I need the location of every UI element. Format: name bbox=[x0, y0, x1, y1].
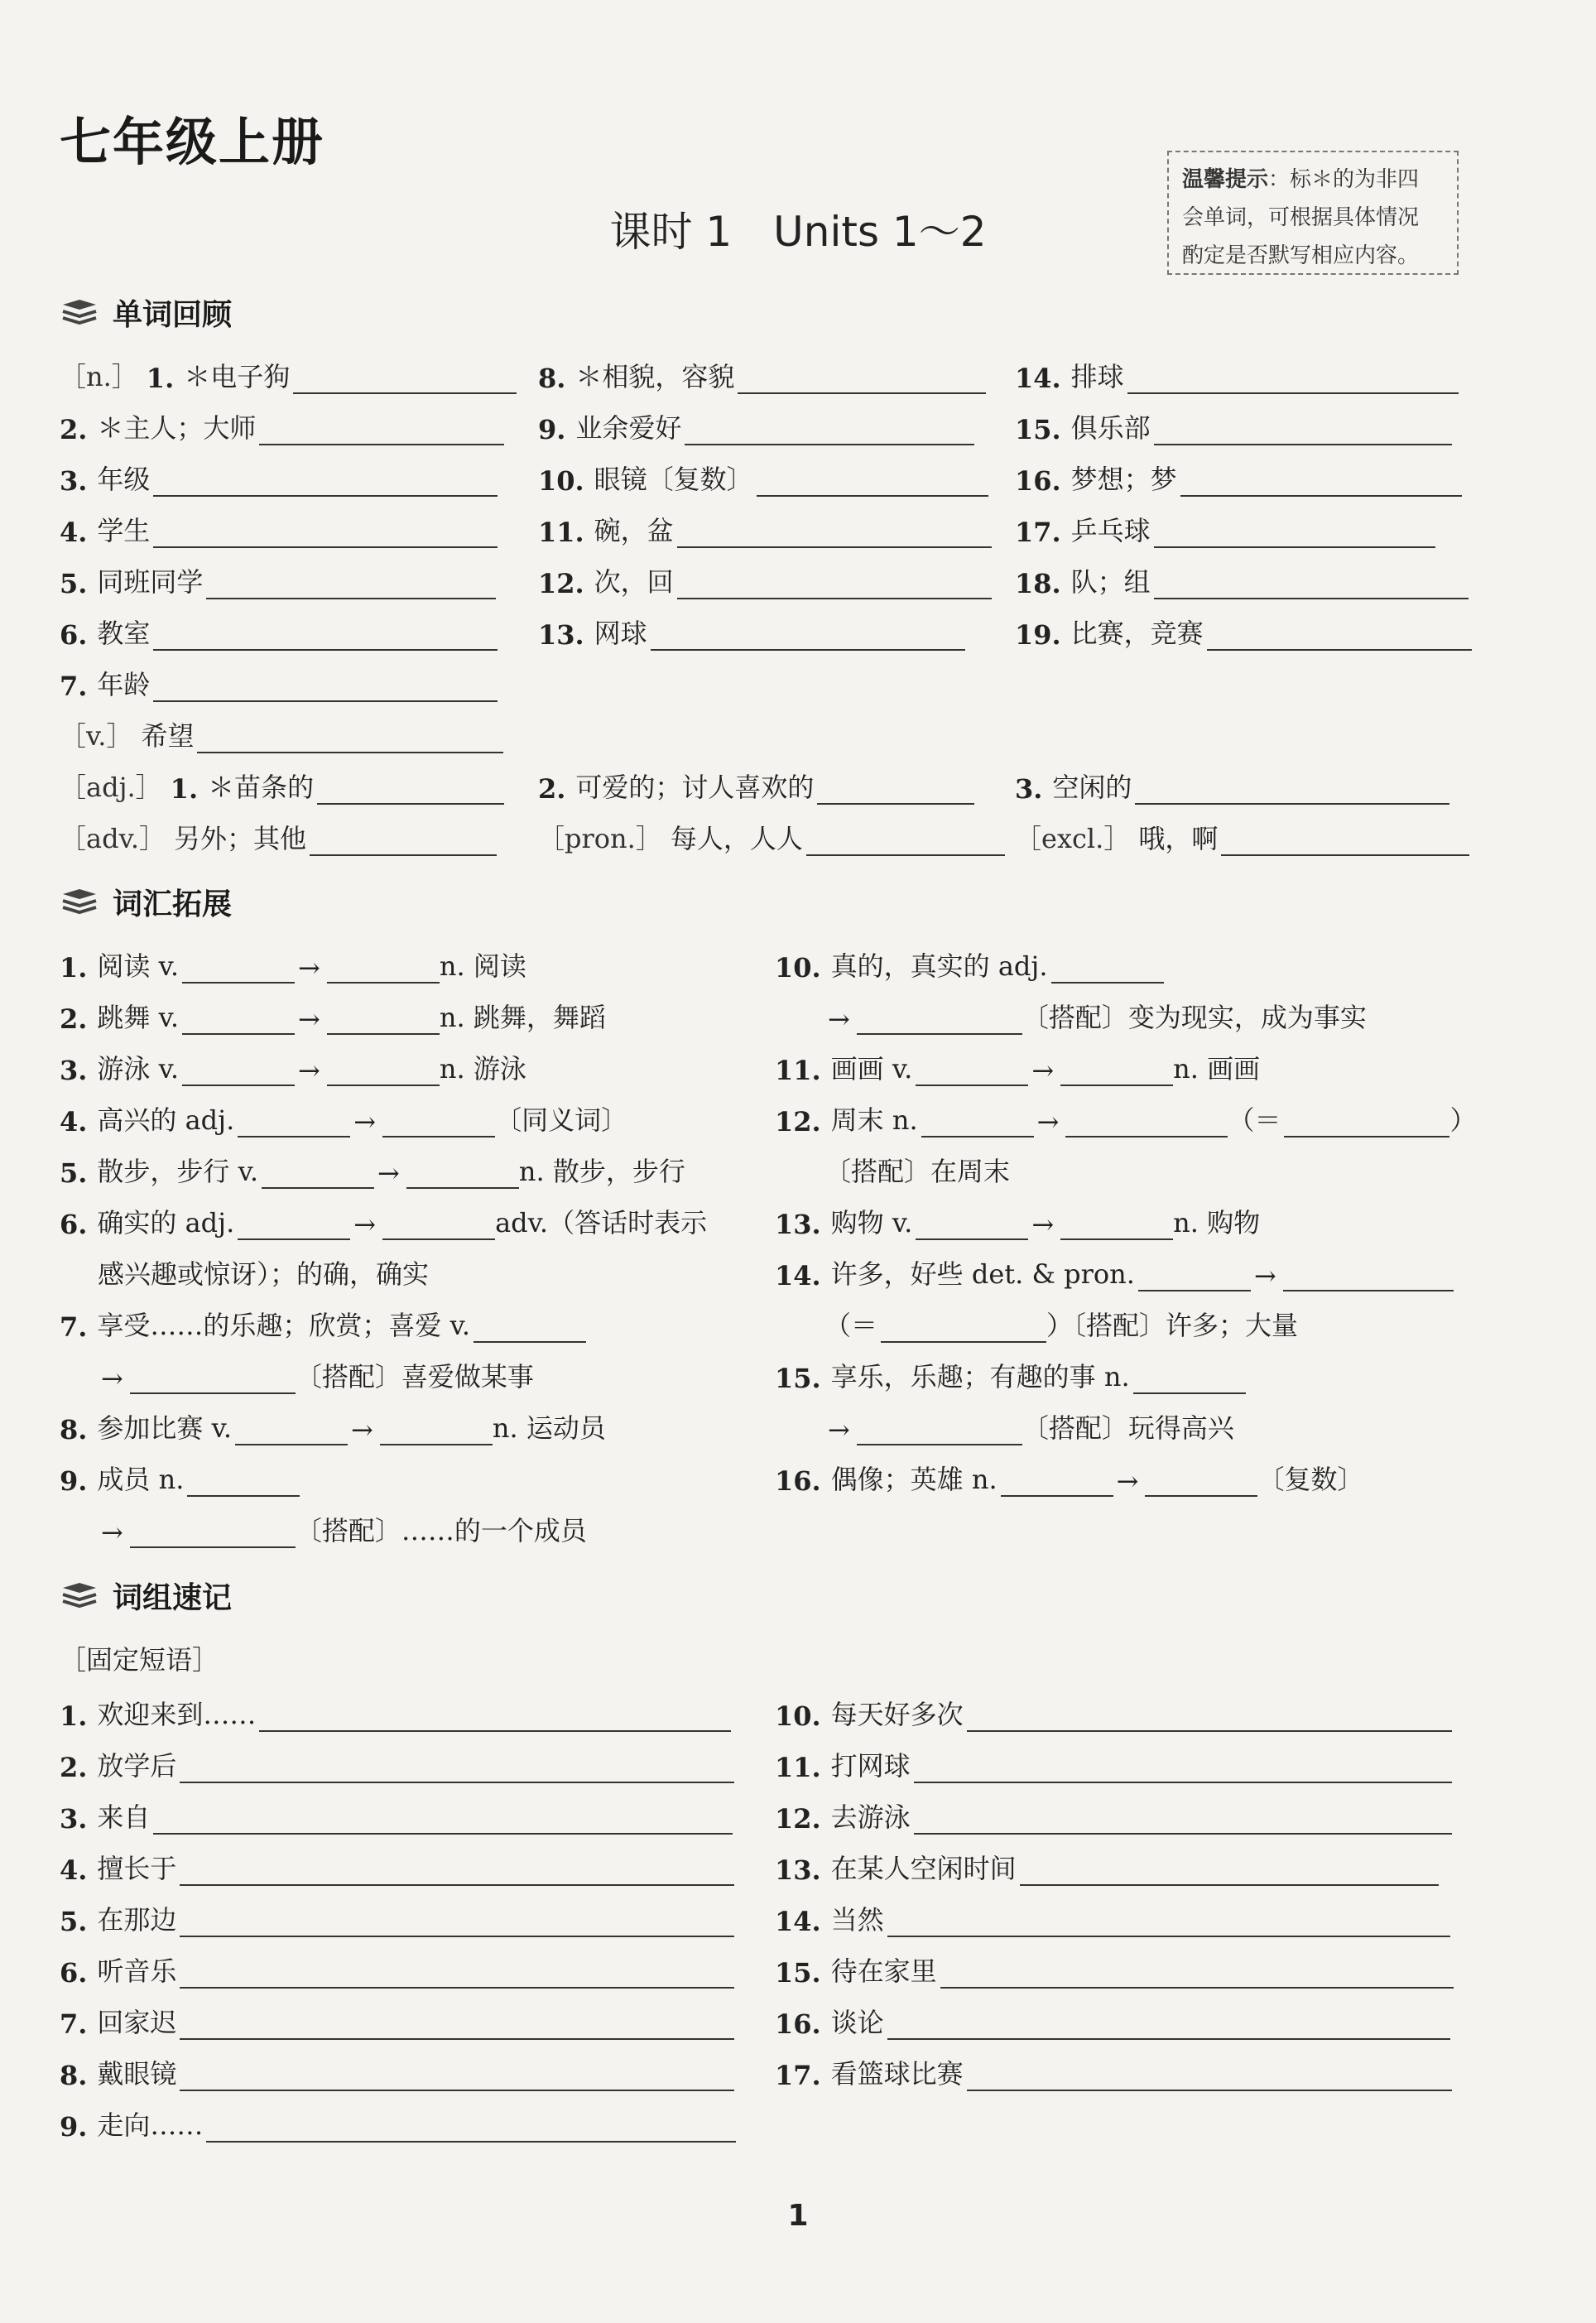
vocab-prompt: 周末 n. bbox=[830, 1104, 918, 1136]
n-tag: ［n.］ bbox=[60, 361, 138, 392]
answer-blank[interactable] bbox=[1135, 773, 1449, 805]
adv-tag: ［adv.］ bbox=[60, 823, 166, 854]
phrase-row: 11. 打网球 bbox=[775, 1745, 1452, 1783]
word-prompt: 业余爱好 bbox=[575, 412, 682, 444]
phrase-prompt: 谈论 bbox=[830, 2007, 884, 2038]
word-prompt: 可爱的；讨人喜欢的 bbox=[575, 772, 815, 803]
answer-blank[interactable] bbox=[153, 671, 498, 702]
word-row: 3. 空闲的 bbox=[1015, 767, 1449, 805]
word-row: 18. 队；组 bbox=[1015, 561, 1469, 599]
answer-blank[interactable] bbox=[1221, 825, 1469, 856]
answer-blank[interactable] bbox=[1138, 1260, 1251, 1291]
adj-tag: ［adj.］ bbox=[60, 772, 162, 803]
vocab-prompt: 跳舞 v. bbox=[97, 1002, 180, 1033]
answer-blank[interactable] bbox=[1060, 1055, 1173, 1086]
vocab-row: 14. 许多，好些 det. & pron. → bbox=[775, 1253, 1454, 1291]
arrow-icon: → bbox=[353, 1106, 377, 1137]
tip-line1: ：标＊的为非四 bbox=[1268, 167, 1420, 192]
vocab-suffix: n. 跳舞，舞蹈 bbox=[439, 1002, 606, 1033]
answer-blank[interactable] bbox=[406, 1157, 519, 1189]
section-words-heading bbox=[60, 291, 232, 334]
vocab-prompt: 画画 v. bbox=[830, 1053, 913, 1085]
arrow-icon: → bbox=[828, 1003, 850, 1035]
phrase-prompt: 在那边 bbox=[97, 1904, 177, 1936]
section-phrases-heading bbox=[60, 1575, 232, 1617]
vocab-suffix: n. 阅读 bbox=[439, 950, 526, 982]
phrase-prompt: 回家迟 bbox=[97, 2007, 177, 2038]
word-row bbox=[60, 818, 497, 856]
answer-blank[interactable] bbox=[153, 1803, 733, 1835]
phrase-row: 4. 擅长于 bbox=[60, 1848, 734, 1886]
answer-blank[interactable] bbox=[180, 1906, 734, 1937]
vocab-row bbox=[824, 1305, 1298, 1343]
vocab-suffix: 〔搭配〕变为现实，成为事实 bbox=[1022, 1002, 1367, 1033]
phrase-row: 7. 回家迟 bbox=[60, 2002, 734, 2040]
answer-blank[interactable] bbox=[1060, 1209, 1173, 1240]
answer-blank[interactable] bbox=[380, 1414, 493, 1445]
word-prompt: 每人，人人 bbox=[670, 823, 803, 854]
arrow-icon: → bbox=[1031, 1055, 1055, 1086]
answer-blank[interactable] bbox=[887, 1906, 1450, 1937]
answer-blank[interactable] bbox=[153, 517, 498, 548]
vocab-row: 15. 享乐，乐趣；有趣的事 n. bbox=[775, 1356, 1246, 1394]
vocab-row: 12. 周末 n. → （＝ ） bbox=[775, 1099, 1476, 1137]
word-prompt: ＊电子狗 bbox=[184, 361, 291, 392]
answer-blank[interactable] bbox=[180, 2008, 734, 2040]
word-prompt: 同班同学 bbox=[97, 566, 204, 598]
answer-blank[interactable] bbox=[180, 2060, 734, 2091]
word-row: 8. ＊相貌，容貌 bbox=[538, 356, 986, 394]
arrow-icon: → bbox=[1036, 1106, 1060, 1137]
phrase-prompt: 打网球 bbox=[830, 1750, 911, 1782]
word-row: ［adj.］ 1. ＊苗条的 bbox=[60, 767, 504, 805]
vocab-suffix: n. 游泳 bbox=[439, 1053, 526, 1085]
phrase-prompt: 擅长于 bbox=[97, 1853, 177, 1884]
answer-blank[interactable] bbox=[327, 952, 440, 984]
phrase-prompt: 听音乐 bbox=[97, 1955, 177, 1987]
answer-blank[interactable] bbox=[262, 1157, 374, 1189]
word-row: 10. 眼镜〔复数〕 bbox=[538, 459, 988, 497]
answer-blank[interactable] bbox=[317, 773, 504, 805]
answer-blank[interactable] bbox=[182, 952, 295, 984]
word-prompt: 俱乐部 bbox=[1070, 412, 1151, 444]
phrase-prompt: 在某人空闲时间 bbox=[830, 1853, 1017, 1884]
answer-blank[interactable] bbox=[967, 1700, 1452, 1732]
phrase-row: 3. 来自 bbox=[60, 1796, 733, 1835]
phrase-row: 8. 戴眼镜 bbox=[60, 2053, 734, 2091]
answer-blank[interactable] bbox=[1065, 1106, 1228, 1137]
v-tag: ［v.］ bbox=[60, 720, 133, 752]
answer-blank[interactable] bbox=[1020, 1854, 1439, 1886]
answer-blank[interactable] bbox=[651, 619, 965, 651]
vocab-row bbox=[98, 1510, 587, 1548]
answer-blank[interactable] bbox=[182, 1055, 295, 1086]
answer-blank[interactable] bbox=[1284, 1106, 1449, 1137]
vocab-row: 10. 真的，真实的 adj. bbox=[775, 945, 1164, 984]
vocab-prompt: 散步，步行 v. bbox=[97, 1156, 259, 1187]
answer-blank[interactable] bbox=[677, 568, 992, 599]
phrase-row: 2. 放学后 bbox=[60, 1745, 734, 1783]
answer-blank[interactable] bbox=[685, 414, 974, 445]
word-prompt: 哦，啊 bbox=[1138, 823, 1219, 854]
vocab-row: 1. 阅读 v. → n. 阅读 bbox=[60, 945, 526, 984]
word-prompt: 比赛，竞赛 bbox=[1070, 618, 1204, 649]
word-prompt: ＊相貌，容貌 bbox=[575, 361, 735, 392]
answer-blank[interactable] bbox=[474, 1311, 586, 1343]
word-prompt: 年龄 bbox=[97, 669, 151, 700]
word-row: 17. 乒乓球 bbox=[1015, 510, 1435, 548]
phrase-prompt: 当然 bbox=[830, 1904, 884, 1936]
fixed-phrases-tag: ［固定短语］ bbox=[60, 1644, 219, 1676]
answer-blank[interactable] bbox=[259, 1700, 731, 1732]
word-prompt: 碗，盆 bbox=[594, 515, 674, 546]
arrow-icon: → bbox=[1031, 1209, 1055, 1240]
vocab-row bbox=[824, 1407, 1234, 1445]
vocab-suffix: 〔复数〕 bbox=[1257, 1464, 1364, 1495]
answer-blank[interactable] bbox=[916, 1209, 1028, 1240]
arrow-icon: → bbox=[101, 1517, 123, 1548]
phrase-prompt: 放学后 bbox=[97, 1750, 177, 1782]
phrase-prompt: 走向…… bbox=[97, 2109, 204, 2141]
arrow-icon: → bbox=[377, 1157, 400, 1189]
answer-blank[interactable] bbox=[967, 2060, 1452, 2091]
phrase-row: 6. 听音乐 bbox=[60, 1950, 734, 1989]
pron-tag: ［pron.］ bbox=[538, 823, 662, 854]
answer-blank[interactable] bbox=[1127, 363, 1459, 394]
answer-blank[interactable] bbox=[327, 1055, 440, 1086]
phrase-prompt: 每天好多次 bbox=[830, 1699, 964, 1730]
phrase-prompt: 看篮球比赛 bbox=[830, 2058, 964, 2090]
phrase-row: 9. 走向…… bbox=[60, 2104, 736, 2143]
vocab-prompt: 享乐，乐趣；有趣的事 n. bbox=[830, 1361, 1130, 1392]
phrase-row: 16. 谈论 bbox=[775, 2002, 1450, 2040]
vocab-suffix: adv.（答话时表示 bbox=[495, 1207, 708, 1238]
vocab-row: 3. 游泳 v. → n. 游泳 bbox=[60, 1048, 526, 1086]
answer-blank[interactable] bbox=[206, 2111, 736, 2143]
word-prompt: 乒乓球 bbox=[1070, 515, 1151, 546]
page-number: 1 bbox=[787, 2199, 809, 2233]
vocab-row bbox=[98, 1253, 429, 1291]
vocab-prompt: 成员 n. bbox=[97, 1464, 185, 1495]
book-stack-icon bbox=[60, 886, 99, 919]
answer-blank[interactable] bbox=[857, 1414, 1022, 1445]
tip-box bbox=[1167, 151, 1459, 275]
vocab-suffix: n. 运动员 bbox=[492, 1412, 606, 1444]
vocab-suffix: n. 购物 bbox=[1173, 1207, 1261, 1238]
vocab-row bbox=[824, 1151, 1010, 1189]
answer-blank[interactable] bbox=[1133, 1363, 1246, 1394]
word-prompt: 排球 bbox=[1070, 361, 1124, 392]
vocab-row: 16. 偶像；英雄 n. → 〔复数〕 bbox=[775, 1459, 1363, 1497]
word-row: 4. 学生 bbox=[60, 510, 498, 548]
answer-blank[interactable] bbox=[382, 1209, 495, 1240]
vocab-suffix: 〔搭配〕……的一个成员 bbox=[295, 1515, 587, 1546]
word-prompt: 眼镜〔复数〕 bbox=[594, 464, 753, 495]
word-prompt: 次，回 bbox=[594, 566, 674, 598]
answer-blank[interactable] bbox=[757, 465, 988, 497]
answer-blank[interactable] bbox=[1154, 414, 1452, 445]
arrow-icon: → bbox=[298, 1003, 320, 1035]
answer-blank[interactable] bbox=[1207, 619, 1472, 651]
word-row: 3. 年级 bbox=[60, 459, 498, 497]
vocab-suffix: n. 画画 bbox=[1173, 1053, 1261, 1085]
vocab-row: 2. 跳舞 v. → n. 跳舞，舞蹈 bbox=[60, 997, 606, 1035]
answer-blank[interactable] bbox=[238, 1209, 350, 1240]
vocab-row: 13. 购物 v. → n. 购物 bbox=[775, 1202, 1260, 1240]
word-prompt: 梦想；梦 bbox=[1070, 464, 1177, 495]
word-prompt: 学生 bbox=[97, 515, 151, 546]
vocab-suffix: 〔搭配〕玩得高兴 bbox=[1022, 1412, 1234, 1444]
answer-blank[interactable] bbox=[310, 825, 497, 856]
book-stack-icon bbox=[60, 1580, 99, 1613]
arrow-icon: → bbox=[828, 1414, 850, 1445]
answer-blank[interactable] bbox=[817, 773, 974, 805]
answer-blank[interactable] bbox=[293, 363, 517, 394]
vocab-row: 9. 成员 n. bbox=[60, 1459, 300, 1497]
vocab-suffix: （＝ bbox=[824, 1310, 878, 1341]
section-vocab-title: 词汇拓展 bbox=[113, 887, 233, 921]
answer-blank[interactable] bbox=[921, 1106, 1034, 1137]
word-prompt: 年级 bbox=[97, 464, 151, 495]
phrase-row: 1. 欢迎来到…… bbox=[60, 1694, 731, 1732]
word-row bbox=[538, 818, 1005, 856]
answer-blank[interactable] bbox=[806, 825, 1005, 856]
answer-blank[interactable] bbox=[940, 1957, 1454, 1989]
phrase-prompt: 欢迎来到…… bbox=[97, 1699, 257, 1730]
answer-blank[interactable] bbox=[738, 363, 986, 394]
grade-title: 七年级上册 bbox=[60, 112, 325, 172]
phrase-row: 13. 在某人空闲时间 bbox=[775, 1848, 1439, 1886]
answer-blank[interactable] bbox=[235, 1414, 348, 1445]
word-row: 6. 教室 bbox=[60, 613, 498, 651]
vocab-prompt: 参加比赛 v. bbox=[97, 1412, 233, 1444]
arrow-icon: → bbox=[298, 1055, 320, 1086]
vocab-suffix: （＝ bbox=[1228, 1104, 1281, 1136]
word-prompt: ＊苗条的 bbox=[208, 772, 315, 803]
vocab-suffix: n. 散步，步行 bbox=[518, 1156, 685, 1187]
lesson-label: 课时 1 bbox=[609, 208, 733, 256]
answer-blank[interactable] bbox=[130, 1363, 296, 1394]
word-prompt: 队；组 bbox=[1070, 566, 1151, 598]
answer-blank[interactable] bbox=[887, 2008, 1450, 2040]
answer-blank[interactable] bbox=[1051, 952, 1164, 984]
answer-blank[interactable] bbox=[180, 1752, 734, 1783]
answer-blank[interactable] bbox=[180, 1957, 734, 1989]
vocab-row: 4. 高兴的 adj. → 〔同义词〕 bbox=[60, 1099, 627, 1137]
vocab-prompt: 确实的 adj. bbox=[97, 1207, 235, 1238]
tip-title: 温馨提示 bbox=[1182, 167, 1269, 192]
word-row: 11. 碗，盆 bbox=[538, 510, 992, 548]
tip-line2: 会单词，可根据具体情况 bbox=[1182, 205, 1420, 230]
vocab-row bbox=[98, 1356, 534, 1394]
vocab-prompt: 购物 v. bbox=[830, 1207, 913, 1238]
answer-blank[interactable] bbox=[130, 1517, 296, 1548]
word-prompt: 教室 bbox=[97, 618, 151, 649]
tip-line3: 酌定是否默写相应内容。 bbox=[1182, 243, 1420, 268]
word-row: 19. 比赛，竞赛 bbox=[1015, 613, 1472, 651]
word-row bbox=[60, 715, 503, 753]
section-words-title: 单词回顾 bbox=[113, 298, 233, 332]
arrow-icon: → bbox=[101, 1363, 123, 1394]
vocab-row bbox=[824, 997, 1367, 1035]
vocab-prompt: 许多，好些 det. & pron. bbox=[830, 1258, 1135, 1290]
arrow-icon: → bbox=[1253, 1260, 1276, 1291]
vocab-continuation: 感兴趣或惊讶）；的确，确实 bbox=[98, 1258, 430, 1290]
phrase-row: 15. 待在家里 bbox=[775, 1950, 1454, 1989]
phrase-row: 12. 去游泳 bbox=[775, 1796, 1452, 1835]
vocab-prompt: 享受……的乐趣；欣赏；喜爱 v. bbox=[97, 1310, 471, 1341]
answer-blank[interactable] bbox=[916, 1055, 1028, 1086]
answer-blank[interactable] bbox=[881, 1311, 1046, 1343]
answer-blank[interactable] bbox=[1180, 465, 1462, 497]
word-row: 16. 梦想；梦 bbox=[1015, 459, 1462, 497]
phrase-prompt: 待在家里 bbox=[830, 1955, 937, 1987]
phrase-row: 5. 在那边 bbox=[60, 1899, 734, 1937]
vocab-prompt: 高兴的 adj. bbox=[97, 1104, 235, 1136]
lesson-units: Units 1～2 bbox=[773, 208, 987, 256]
answer-blank[interactable] bbox=[153, 619, 498, 651]
vocab-row: 7. 享受……的乐趣；欣赏；喜爱 v. bbox=[60, 1305, 586, 1343]
answer-blank[interactable] bbox=[238, 1106, 350, 1137]
vocab-prompt: 偶像；英雄 n. bbox=[830, 1464, 997, 1495]
answer-blank[interactable] bbox=[1001, 1465, 1113, 1497]
word-row: 12. 次，回 bbox=[538, 561, 992, 599]
phrase-row: 14. 当然 bbox=[775, 1899, 1450, 1937]
answer-blank[interactable] bbox=[180, 1854, 734, 1886]
word-row: 2. 可爱的；讨人喜欢的 bbox=[538, 767, 974, 805]
answer-blank[interactable] bbox=[1154, 568, 1469, 599]
answer-blank[interactable] bbox=[857, 1003, 1022, 1035]
word-row: 7. 年龄 bbox=[60, 664, 498, 702]
section-phrases-title: 词组速记 bbox=[113, 1581, 233, 1615]
answer-blank[interactable] bbox=[914, 1803, 1452, 1835]
answer-blank[interactable] bbox=[182, 1003, 295, 1035]
arrow-icon: → bbox=[351, 1414, 373, 1445]
answer-blank[interactable] bbox=[1145, 1465, 1257, 1497]
phrase-row: 10. 每天好多次 bbox=[775, 1694, 1452, 1732]
answer-blank[interactable] bbox=[187, 1465, 300, 1497]
arrow-icon: → bbox=[298, 952, 320, 984]
section-vocab-heading bbox=[60, 881, 232, 923]
vocab-prompt: 游泳 v. bbox=[97, 1053, 180, 1085]
vocab-continuation: 〔搭配〕在周末 bbox=[824, 1156, 1011, 1187]
word-row bbox=[1015, 818, 1469, 856]
phrase-prompt: 来自 bbox=[97, 1801, 151, 1833]
word-prompt: ＊主人；大师 bbox=[97, 412, 257, 444]
answer-blank[interactable] bbox=[914, 1752, 1452, 1783]
vocab-suffix: ） bbox=[1449, 1104, 1477, 1136]
word-row: 9. 业余爱好 bbox=[538, 407, 974, 445]
answer-blank[interactable] bbox=[197, 722, 503, 753]
arrow-icon: → bbox=[353, 1209, 377, 1240]
answer-blank[interactable] bbox=[1283, 1260, 1454, 1291]
arrow-icon: → bbox=[1116, 1465, 1139, 1497]
phrase-prompt: 去游泳 bbox=[830, 1801, 911, 1833]
phrase-row: 17. 看篮球比赛 bbox=[775, 2053, 1452, 2091]
answer-blank[interactable] bbox=[153, 465, 498, 497]
answer-blank[interactable] bbox=[1154, 517, 1435, 548]
vocab-row: 5. 散步，步行 v. → n. 散步，步行 bbox=[60, 1151, 685, 1189]
vocab-suffix: 〔同义词〕 bbox=[495, 1104, 628, 1136]
word-row: 15. 俱乐部 bbox=[1015, 407, 1452, 445]
word-row: 13. 网球 bbox=[538, 613, 965, 651]
vocab-row: 6. 确实的 adj. → adv.（答话时表示 bbox=[60, 1202, 707, 1240]
word-row: 2. ＊主人；大师 bbox=[60, 407, 504, 445]
word-row: 5. 同班同学 bbox=[60, 561, 496, 599]
answer-blank[interactable] bbox=[327, 1003, 440, 1035]
vocab-row: 8. 参加比赛 v. → n. 运动员 bbox=[60, 1407, 606, 1445]
vocab-prompt: 真的，真实的 adj. bbox=[830, 950, 1048, 982]
vocab-row: 11. 画画 v. → n. 画画 bbox=[775, 1048, 1260, 1086]
word-prompt: 另外；其他 bbox=[174, 823, 307, 854]
phrase-prompt: 戴眼镜 bbox=[97, 2058, 177, 2090]
vocab-suffix: 〔搭配〕喜爱做某事 bbox=[295, 1361, 534, 1392]
vocab-suffix: ）〔搭配〕许多；大量 bbox=[1046, 1310, 1299, 1341]
answer-blank[interactable] bbox=[206, 568, 496, 599]
word-prompt: 网球 bbox=[594, 618, 647, 649]
word-prompt: 希望 bbox=[141, 720, 195, 752]
word-prompt: 空闲的 bbox=[1052, 772, 1132, 803]
word-row: ［n.］ 1. ＊电子狗 bbox=[60, 356, 517, 394]
vocab-prompt: 阅读 v. bbox=[97, 950, 180, 982]
excl-tag: ［excl.］ bbox=[1015, 823, 1131, 854]
answer-blank[interactable] bbox=[382, 1106, 495, 1137]
book-stack-icon bbox=[60, 296, 99, 329]
answer-blank[interactable] bbox=[677, 517, 992, 548]
answer-blank[interactable] bbox=[259, 414, 504, 445]
word-row: 14. 排球 bbox=[1015, 356, 1459, 394]
